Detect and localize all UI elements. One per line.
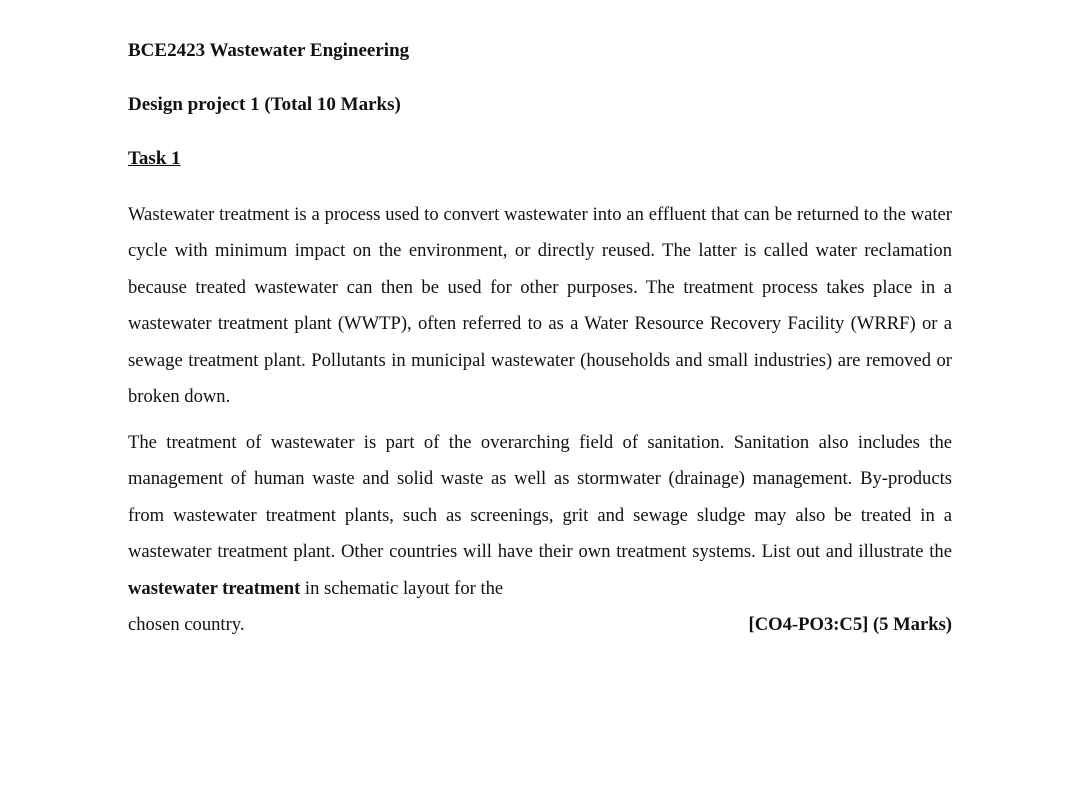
project-title: Design project 1 (Total 10 Marks) xyxy=(128,94,401,115)
course-title: BCE2423 Wastewater Engineering xyxy=(128,40,410,61)
paragraph-2-intro: The treatment of wastewater is part of the overarching field of sanitation. Sanitation also includes the management of human waste and solid waste as well as stormwater (drainage) management. By-products from wastewater treatment plants, such as screenings, grit and sewage sludge may also be treated in a wastewater treatment plant. Other countries will have their own treatment systems. List out and illustrate the xyxy=(128,432,952,563)
paragraph-1: Wastewater treatment is a process used to convert wastewater into an effluent that can be returned to the water cycle with minimum impact on the environment, or directly reused. The latter is called water reclamation because treated wastewater can then be used for other purposes. The treatment process takes place in a wastewater treatment plant (WWTP), often referred to as a Water Resource Recovery Facility (WRRF) or a sewage treatment plant. Pollutants in municipal wastewater (households and small industries) are removed or broken down. xyxy=(128,204,952,408)
paragraph-2-last: chosen country. xyxy=(128,614,245,636)
marks-label: [CO4-PO3:C5] (5 Marks) xyxy=(748,614,952,636)
paragraph-2-rest: in schematic layout for the xyxy=(304,577,504,599)
paragraph-2-last-line xyxy=(128,607,952,643)
task-title: Task 1 xyxy=(128,148,181,169)
paragraph-2-emphasis: wastewater treatment xyxy=(128,577,301,599)
paragraph-2 xyxy=(128,425,952,643)
